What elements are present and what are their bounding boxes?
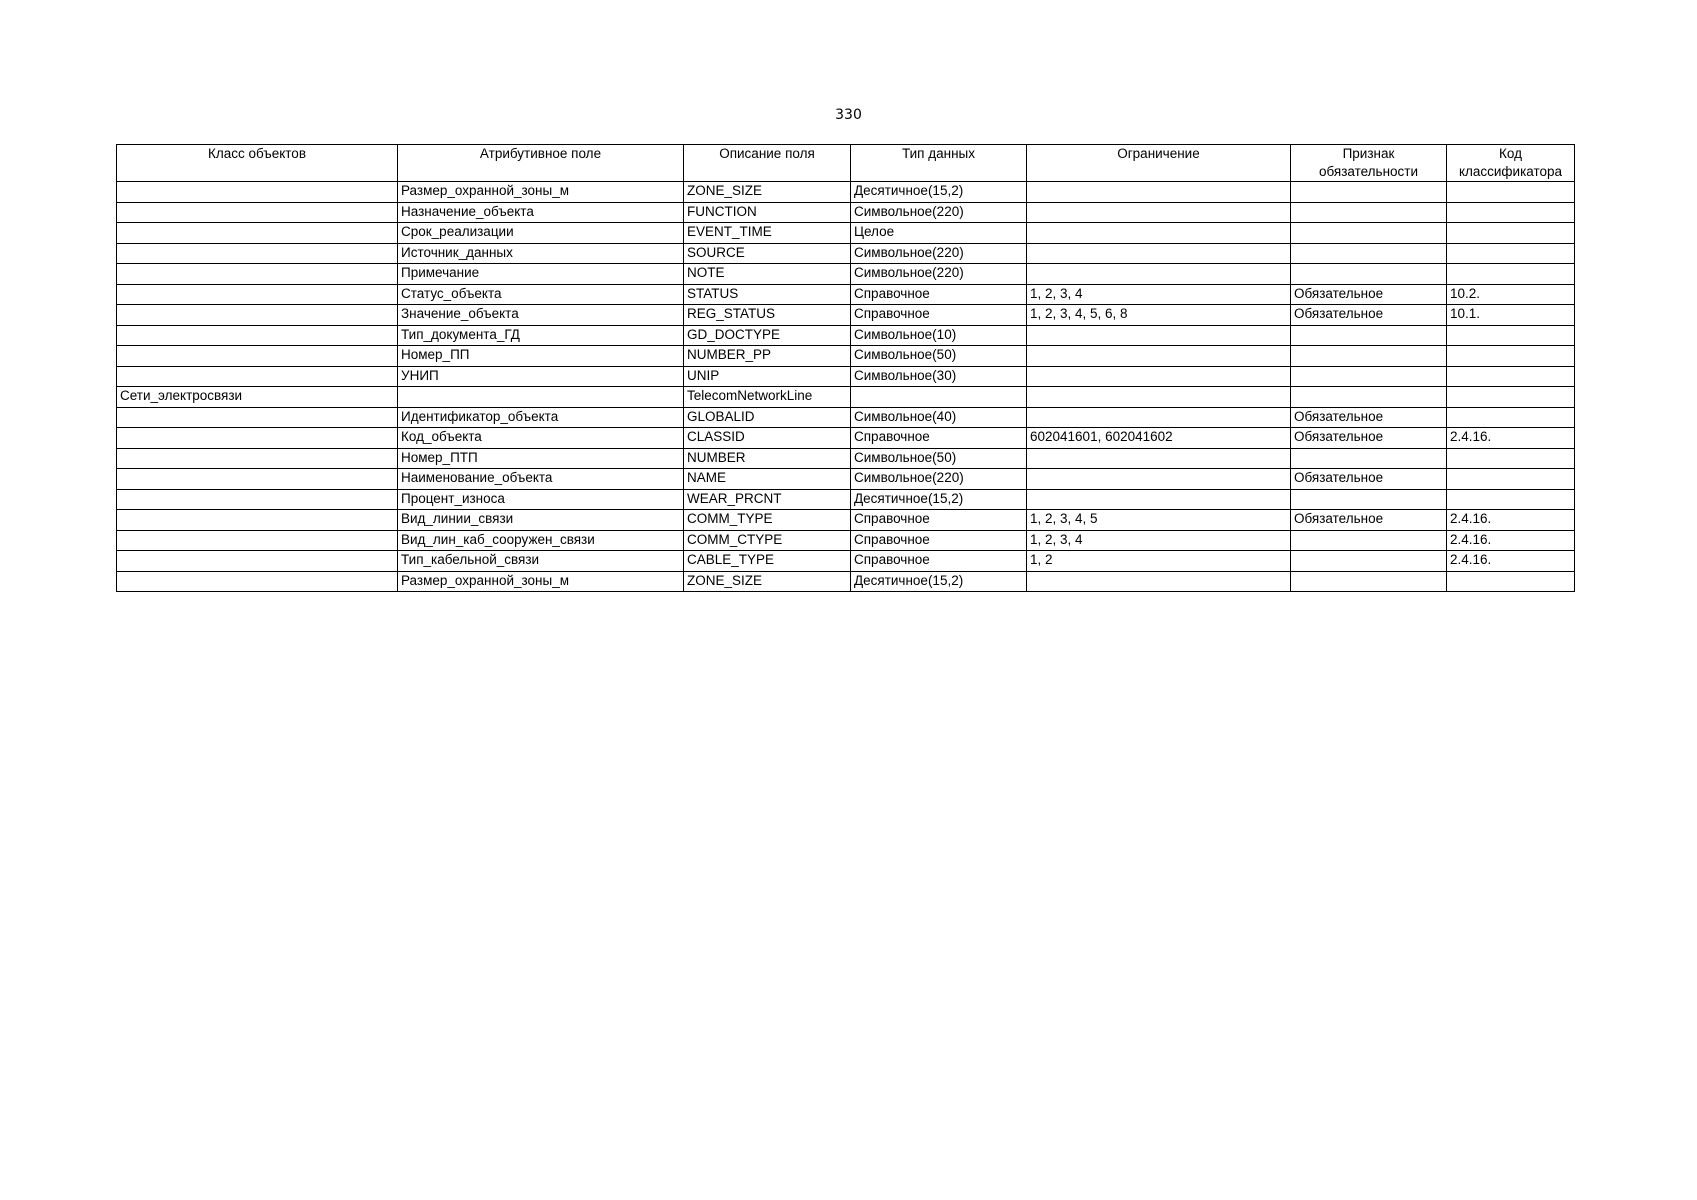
- cell-classifier-code: [1447, 325, 1575, 346]
- cell-mandatory-flag: Обязательное: [1291, 407, 1447, 428]
- cell-object-class: [117, 551, 398, 572]
- cell-data-type: Символьное(50): [851, 448, 1027, 469]
- cell-classifier-code: [1447, 469, 1575, 490]
- cell-data-type: Справочное: [851, 530, 1027, 551]
- cell-constraint: [1027, 366, 1291, 387]
- cell-attribute-field: [398, 387, 684, 408]
- cell-attribute-field: УНИП: [398, 366, 684, 387]
- cell-field-description: GD_DOCTYPE: [684, 325, 851, 346]
- cell-field-description: STATUS: [684, 284, 851, 305]
- cell-classifier-code: [1447, 182, 1575, 203]
- table-body: [117, 182, 1575, 592]
- cell-object-class: [117, 202, 398, 223]
- cell-mandatory-flag: Обязательное: [1291, 469, 1447, 490]
- cell-field-description: NOTE: [684, 264, 851, 285]
- cell-object-class: [117, 469, 398, 490]
- cell-classifier-code: [1447, 448, 1575, 469]
- cell-object-class: [117, 182, 398, 203]
- table-header-row: [117, 145, 1575, 182]
- cell-constraint: [1027, 469, 1291, 490]
- cell-object-class: [117, 325, 398, 346]
- cell-attribute-field: Вид_лин_каб_сооружен_связи: [398, 530, 684, 551]
- cell-data-type: [851, 387, 1027, 408]
- cell-data-type: Справочное: [851, 551, 1027, 572]
- cell-field-description: COMM_CTYPE: [684, 530, 851, 551]
- cell-data-type: Десятичное(15,2): [851, 489, 1027, 510]
- cell-attribute-field: Размер_охранной_зоны_м: [398, 571, 684, 592]
- cell-field-description: TelecomNetworkLine: [684, 387, 851, 408]
- cell-attribute-field: Номер_ПП: [398, 346, 684, 367]
- cell-attribute-field: Тип_кабельной_связи: [398, 551, 684, 572]
- cell-field-description: NUMBER_PP: [684, 346, 851, 367]
- table-row: [117, 243, 1575, 264]
- cell-classifier-code: 2.4.16.: [1447, 551, 1575, 572]
- cell-object-class: [117, 407, 398, 428]
- table-row: [117, 571, 1575, 592]
- cell-object-class: [117, 448, 398, 469]
- cell-data-type: Символьное(220): [851, 264, 1027, 285]
- cell-attribute-field: Тип_документа_ГД: [398, 325, 684, 346]
- cell-field-description: NAME: [684, 469, 851, 490]
- cell-data-type: Символьное(40): [851, 407, 1027, 428]
- cell-mandatory-flag: [1291, 551, 1447, 572]
- header-data-type: Тип данных: [851, 145, 1027, 182]
- cell-classifier-code: [1447, 346, 1575, 367]
- cell-constraint: [1027, 387, 1291, 408]
- table-row: [117, 325, 1575, 346]
- cell-object-class: [117, 489, 398, 510]
- table-row: [117, 366, 1575, 387]
- cell-attribute-field: Размер_охранной_зоны_м: [398, 182, 684, 203]
- cell-mandatory-flag: [1291, 223, 1447, 244]
- cell-data-type: Символьное(10): [851, 325, 1027, 346]
- table-row: [117, 182, 1575, 203]
- header-attribute-field: Атрибутивное поле: [398, 145, 684, 182]
- cell-mandatory-flag: [1291, 243, 1447, 264]
- cell-classifier-code: 10.1.: [1447, 305, 1575, 326]
- cell-object-class: [117, 346, 398, 367]
- header-constraint: Ограничение: [1027, 145, 1291, 182]
- cell-constraint: [1027, 489, 1291, 510]
- cell-field-description: COMM_TYPE: [684, 510, 851, 531]
- cell-attribute-field: Вид_линии_связи: [398, 510, 684, 531]
- table-row: [117, 530, 1575, 551]
- cell-mandatory-flag: [1291, 325, 1447, 346]
- cell-classifier-code: [1447, 202, 1575, 223]
- cell-attribute-field: Примечание: [398, 264, 684, 285]
- cell-constraint: 1, 2, 3, 4, 5, 6, 8: [1027, 305, 1291, 326]
- cell-field-description: CLASSID: [684, 428, 851, 449]
- cell-object-class: [117, 428, 398, 449]
- table-row: [117, 407, 1575, 428]
- cell-constraint: [1027, 223, 1291, 244]
- cell-classifier-code: [1447, 366, 1575, 387]
- cell-classifier-code: 2.4.16.: [1447, 510, 1575, 531]
- header-object-class: Класс объектов: [117, 145, 398, 182]
- header-classifier-code: Код классификатора: [1447, 145, 1575, 182]
- table-row: [117, 489, 1575, 510]
- cell-data-type: Справочное: [851, 284, 1027, 305]
- cell-classifier-code: [1447, 407, 1575, 428]
- cell-field-description: CABLE_TYPE: [684, 551, 851, 572]
- cell-classifier-code: [1447, 243, 1575, 264]
- cell-mandatory-flag: [1291, 530, 1447, 551]
- cell-classifier-code: [1447, 264, 1575, 285]
- cell-attribute-field: Номер_ПТП: [398, 448, 684, 469]
- cell-constraint: 1, 2, 3, 4: [1027, 530, 1291, 551]
- table-row: [117, 387, 1575, 408]
- cell-mandatory-flag: Обязательное: [1291, 305, 1447, 326]
- table-row: [117, 448, 1575, 469]
- table-row: [117, 305, 1575, 326]
- cell-object-class: [117, 366, 398, 387]
- attribute-table: [116, 144, 1575, 592]
- cell-data-type: Десятичное(15,2): [851, 571, 1027, 592]
- cell-mandatory-flag: [1291, 366, 1447, 387]
- cell-classifier-code: 2.4.16.: [1447, 428, 1575, 449]
- cell-data-type: Символьное(220): [851, 243, 1027, 264]
- cell-mandatory-flag: [1291, 346, 1447, 367]
- cell-data-type: Десятичное(15,2): [851, 182, 1027, 203]
- table-row: [117, 264, 1575, 285]
- cell-field-description: NUMBER: [684, 448, 851, 469]
- cell-classifier-code: 10.2.: [1447, 284, 1575, 305]
- table-row: [117, 284, 1575, 305]
- cell-classifier-code: [1447, 489, 1575, 510]
- cell-classifier-code: [1447, 387, 1575, 408]
- cell-attribute-field: Источник_данных: [398, 243, 684, 264]
- cell-constraint: 1, 2, 3, 4: [1027, 284, 1291, 305]
- cell-attribute-field: Статус_объекта: [398, 284, 684, 305]
- cell-field-description: ZONE_SIZE: [684, 571, 851, 592]
- cell-constraint: [1027, 448, 1291, 469]
- cell-data-type: Символьное(220): [851, 202, 1027, 223]
- cell-constraint: 1, 2, 3, 4, 5: [1027, 510, 1291, 531]
- cell-data-type: Целое: [851, 223, 1027, 244]
- cell-data-type: Символьное(30): [851, 366, 1027, 387]
- cell-mandatory-flag: [1291, 571, 1447, 592]
- cell-data-type: Справочное: [851, 510, 1027, 531]
- cell-attribute-field: Идентификатор_объекта: [398, 407, 684, 428]
- cell-constraint: [1027, 243, 1291, 264]
- cell-mandatory-flag: [1291, 489, 1447, 510]
- table-row: [117, 551, 1575, 572]
- cell-classifier-code: [1447, 571, 1575, 592]
- cell-constraint: [1027, 202, 1291, 223]
- cell-object-class: [117, 284, 398, 305]
- cell-attribute-field: Значение_объекта: [398, 305, 684, 326]
- cell-attribute-field: Процент_износа: [398, 489, 684, 510]
- table-row: [117, 428, 1575, 449]
- cell-field-description: WEAR_PRCNT: [684, 489, 851, 510]
- cell-constraint: [1027, 407, 1291, 428]
- cell-constraint: 1, 2: [1027, 551, 1291, 572]
- cell-data-type: Справочное: [851, 305, 1027, 326]
- cell-constraint: [1027, 182, 1291, 203]
- cell-mandatory-flag: Обязательное: [1291, 284, 1447, 305]
- cell-mandatory-flag: Обязательное: [1291, 428, 1447, 449]
- cell-mandatory-flag: [1291, 264, 1447, 285]
- cell-mandatory-flag: [1291, 448, 1447, 469]
- cell-constraint: [1027, 264, 1291, 285]
- table-row: [117, 469, 1575, 490]
- header-mandatory-flag: Признак обязательности: [1291, 145, 1447, 182]
- cell-attribute-field: Назначение_объекта: [398, 202, 684, 223]
- cell-attribute-field: Наименование_объекта: [398, 469, 684, 490]
- cell-object-class: [117, 264, 398, 285]
- cell-field-description: REG_STATUS: [684, 305, 851, 326]
- table-row: [117, 346, 1575, 367]
- cell-object-class: [117, 223, 398, 244]
- cell-mandatory-flag: [1291, 387, 1447, 408]
- cell-data-type: Символьное(50): [851, 346, 1027, 367]
- cell-constraint: [1027, 346, 1291, 367]
- cell-mandatory-flag: Обязательное: [1291, 510, 1447, 531]
- table-row: [117, 510, 1575, 531]
- cell-field-description: ZONE_SIZE: [684, 182, 851, 203]
- table-row: [117, 223, 1575, 244]
- cell-data-type: Справочное: [851, 428, 1027, 449]
- cell-object-class: [117, 305, 398, 326]
- cell-attribute-field: Код_объекта: [398, 428, 684, 449]
- cell-classifier-code: [1447, 223, 1575, 244]
- cell-object-class: [117, 243, 398, 264]
- cell-classifier-code: 2.4.16.: [1447, 530, 1575, 551]
- cell-mandatory-flag: [1291, 182, 1447, 203]
- cell-mandatory-flag: [1291, 202, 1447, 223]
- cell-data-type: Символьное(220): [851, 469, 1027, 490]
- cell-object-class: [117, 530, 398, 551]
- page-number: 330: [835, 107, 862, 123]
- cell-field-description: GLOBALID: [684, 407, 851, 428]
- cell-constraint: [1027, 571, 1291, 592]
- cell-field-description: EVENT_TIME: [684, 223, 851, 244]
- table-row: [117, 202, 1575, 223]
- cell-constraint: 602041601, 602041602: [1027, 428, 1291, 449]
- cell-object-class: Сети_электросвязи: [117, 387, 398, 408]
- cell-constraint: [1027, 325, 1291, 346]
- cell-attribute-field: Срок_реализации: [398, 223, 684, 244]
- header-field-description: Описание поля: [684, 145, 851, 182]
- cell-object-class: [117, 510, 398, 531]
- cell-field-description: UNIP: [684, 366, 851, 387]
- cell-field-description: SOURCE: [684, 243, 851, 264]
- cell-object-class: [117, 571, 398, 592]
- cell-field-description: FUNCTION: [684, 202, 851, 223]
